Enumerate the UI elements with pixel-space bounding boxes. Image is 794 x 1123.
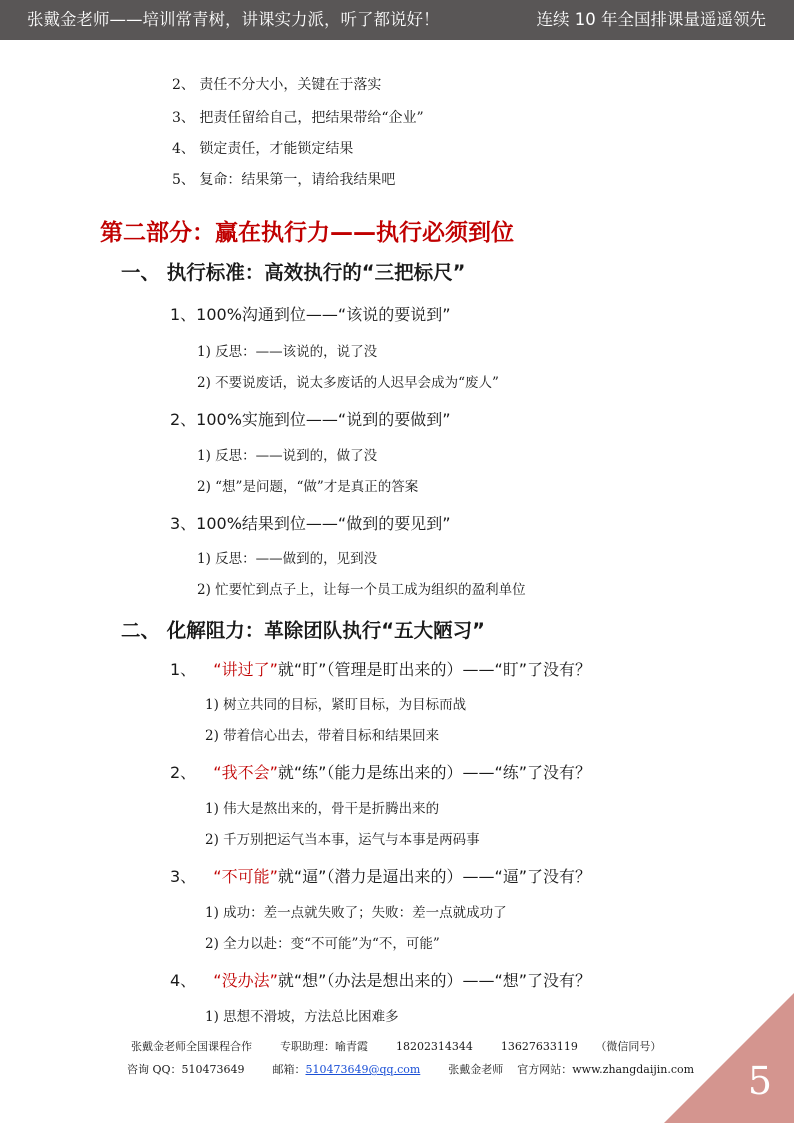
list-item: 2) 千万别把运气当本事，运气与本事是两码事 bbox=[205, 832, 480, 848]
habit-keyword: “不可能” bbox=[213, 867, 278, 886]
list-item: 2) “想”是问题，“做”才是真正的答案 bbox=[197, 479, 419, 495]
section-title: 一、 执行标准：高效执行的“三把标尺” bbox=[121, 261, 466, 284]
subsection-title: 1、100%沟通到位——“该说的要说到” bbox=[170, 305, 451, 324]
habit-heading bbox=[170, 970, 591, 992]
section-title: 二、 化解阻力：革除团队执行“五大陋习” bbox=[121, 619, 485, 642]
part-title: 第二部分：赢在执行力——执行必须到位 bbox=[100, 220, 514, 246]
page-number: 5 bbox=[747, 1059, 772, 1103]
list-item: 2) 带着信心出去，带着目标和结果回来 bbox=[205, 728, 440, 744]
list-item: 1) 反思：——该说的，说了没 bbox=[197, 344, 378, 360]
footer-contact-line: 张戴金老师全国课程合作 专职助理：喻青霞 18202314344 13627633119 （微信同号） bbox=[131, 1040, 662, 1053]
habit-description: 就“逼”（潜力是逼出来的）——“逼”了没有？ bbox=[277, 867, 592, 886]
list-item: 2、 责任不分大小，关键在于落实 bbox=[172, 77, 382, 93]
habit-number: 1、 bbox=[170, 660, 197, 679]
list-item: 2) 忙要忙到点子上，让每一个员工成为组织的盈利单位 bbox=[197, 582, 526, 598]
header-bar bbox=[0, 0, 794, 40]
habit-number: 4、 bbox=[170, 971, 197, 990]
habit-heading bbox=[170, 659, 591, 681]
list-item: 1) 反思：——说到的，做了没 bbox=[197, 448, 378, 464]
list-item: 1) 思想不滑坡，方法总比困难多 bbox=[205, 1009, 399, 1025]
list-item: 2) 不要说废话，说太多废话的人迟早会成为“废人” bbox=[197, 375, 499, 391]
list-item: 1) 成功：差一点就失败了；失败：差一点就成功了 bbox=[205, 905, 507, 921]
header-slogan: 张戴金老师——培训常青树，讲课实力派，听了都说好！ bbox=[27, 10, 440, 29]
subsection-title: 3、100%结果到位——“做到的要见到” bbox=[170, 514, 451, 533]
subsection-title: 2、100%实施到位——“说到的要做到” bbox=[170, 410, 451, 429]
list-item: 4、 锁定责任，才能锁定结果 bbox=[172, 141, 354, 157]
footer-email-link[interactable]: 510473649@qq.com bbox=[305, 1063, 421, 1076]
habit-description: 就“想”（办法是想出来的）——“想”了没有？ bbox=[277, 971, 592, 990]
habit-description: 就“盯”（管理是盯出来的）——“盯”了没有？ bbox=[277, 660, 592, 679]
header-tagline: 连续 10 年全国排课量遥遥领先 bbox=[536, 10, 766, 29]
list-item: 5、 复命：结果第一，请给我结果吧 bbox=[172, 172, 396, 188]
list-item: 3、 把责任留给自己，把结果带给“企业” bbox=[172, 110, 424, 126]
habit-heading bbox=[170, 866, 591, 888]
corner-triangle bbox=[664, 993, 794, 1123]
habit-heading bbox=[170, 762, 591, 784]
footer-qq: 咨询 QQ：510473649 邮箱： bbox=[127, 1063, 306, 1076]
list-item: 1) 树立共同的目标，紧盯目标，为目标而战 bbox=[205, 697, 467, 713]
habit-keyword: “没办法” bbox=[213, 971, 278, 990]
habit-keyword: “我不会” bbox=[213, 763, 278, 782]
habit-number: 3、 bbox=[170, 867, 197, 886]
list-item: 2) 全力以赴：变“不可能”为“不，可能” bbox=[205, 936, 440, 952]
footer-qq-line bbox=[127, 1062, 694, 1078]
footer-website: 张戴金老师 官方网站：www.zhangdaijin.com bbox=[420, 1063, 695, 1076]
habit-keyword: “讲过了” bbox=[213, 660, 278, 679]
habit-description: 就“练”（能力是练出来的）——“练”了没有？ bbox=[277, 763, 592, 782]
list-item: 1) 伟大是熬出来的，骨干是折腾出来的 bbox=[205, 801, 440, 817]
list-item: 1) 反思：——做到的，见到没 bbox=[197, 551, 378, 567]
habit-number: 2、 bbox=[170, 763, 197, 782]
